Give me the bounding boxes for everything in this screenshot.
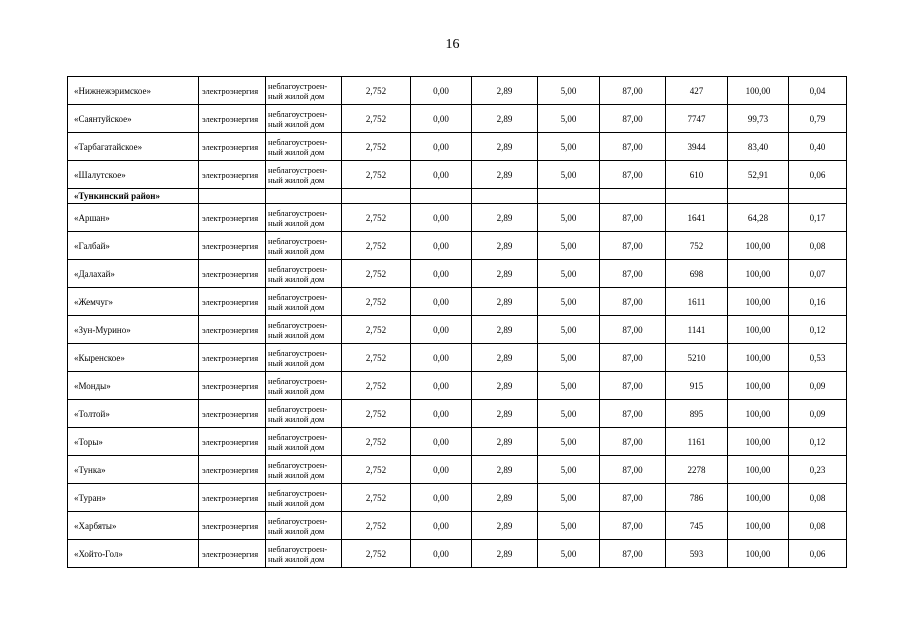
housing-type-line-2: ный жилой дом bbox=[268, 553, 325, 564]
value-cell: 610 bbox=[666, 161, 728, 189]
housing-type-line-1: неблагоустроен- bbox=[268, 487, 328, 498]
value-cell: 0,06 bbox=[789, 540, 847, 568]
value-cell: 0,00 bbox=[411, 484, 472, 512]
value-cell: 2,752 bbox=[342, 456, 411, 484]
value-cell: 0,40 bbox=[789, 133, 847, 161]
value-cell: 1141 bbox=[666, 316, 728, 344]
housing-type-cell bbox=[266, 512, 342, 540]
table-row bbox=[68, 288, 847, 316]
value-cell: 0,06 bbox=[789, 161, 847, 189]
housing-type-cell bbox=[266, 260, 342, 288]
housing-type-line-2: ный жилой дом bbox=[268, 174, 325, 185]
resource-cell: электроэнергия bbox=[199, 456, 266, 484]
housing-type-line-2: ный жилой дом bbox=[268, 118, 325, 129]
resource-cell: электроэнергия bbox=[199, 540, 266, 568]
value-cell: 2,752 bbox=[342, 316, 411, 344]
value-cell: 786 bbox=[666, 484, 728, 512]
value-cell: 0,00 bbox=[411, 105, 472, 133]
value-cell: 0,00 bbox=[411, 316, 472, 344]
housing-type-line-1: неблагоустроен- bbox=[268, 515, 328, 526]
value-cell: 0,00 bbox=[411, 372, 472, 400]
housing-type-cell bbox=[266, 232, 342, 260]
value-cell: 2,752 bbox=[342, 232, 411, 260]
housing-type-cell bbox=[266, 456, 342, 484]
value-cell: 0,00 bbox=[411, 512, 472, 540]
settlement-name: «Жемчуг» bbox=[68, 288, 199, 316]
value-cell: 87,00 bbox=[600, 372, 666, 400]
table-row bbox=[68, 133, 847, 161]
value-cell: 2,89 bbox=[472, 260, 538, 288]
value-cell: 87,00 bbox=[600, 133, 666, 161]
housing-type-line-1: неблагоустроен- bbox=[268, 136, 328, 147]
table-row bbox=[68, 484, 847, 512]
housing-type-line-2: ный жилой дом bbox=[268, 301, 325, 312]
value-cell: 2,89 bbox=[472, 484, 538, 512]
settlement-name: «Зун-Мурино» bbox=[68, 316, 199, 344]
table-row bbox=[68, 77, 847, 105]
value-cell: 2,89 bbox=[472, 428, 538, 456]
value-cell: 2,89 bbox=[472, 232, 538, 260]
value-cell: 100,00 bbox=[728, 456, 789, 484]
resource-cell: электроэнергия bbox=[199, 161, 266, 189]
value-cell: 2,89 bbox=[472, 512, 538, 540]
value-cell: 0,07 bbox=[789, 260, 847, 288]
housing-type-line-2: ный жилой дом bbox=[268, 525, 325, 536]
housing-type-line-1: неблагоустроен- bbox=[268, 108, 328, 119]
value-cell: 5,00 bbox=[538, 512, 600, 540]
housing-type-cell bbox=[266, 288, 342, 316]
resource-cell: электроэнергия bbox=[199, 260, 266, 288]
value-cell: 100,00 bbox=[728, 260, 789, 288]
value-cell: 87,00 bbox=[600, 232, 666, 260]
settlement-name: «Тарбагатайское» bbox=[68, 133, 199, 161]
value-cell: 2,89 bbox=[472, 77, 538, 105]
table-row bbox=[68, 344, 847, 372]
value-cell: 2,752 bbox=[342, 260, 411, 288]
housing-type-line-1: неблагоустроен- bbox=[268, 235, 328, 246]
empty-cell bbox=[789, 189, 847, 204]
value-cell: 745 bbox=[666, 512, 728, 540]
value-cell: 5,00 bbox=[538, 456, 600, 484]
value-cell: 87,00 bbox=[600, 400, 666, 428]
value-cell: 1161 bbox=[666, 428, 728, 456]
value-cell: 64,28 bbox=[728, 204, 789, 232]
value-cell: 2,89 bbox=[472, 344, 538, 372]
value-cell: 427 bbox=[666, 77, 728, 105]
table-row bbox=[68, 316, 847, 344]
value-cell: 0,00 bbox=[411, 260, 472, 288]
housing-type-line-2: ный жилой дом bbox=[268, 273, 325, 284]
housing-type-line-1: неблагоустроен- bbox=[268, 375, 328, 386]
settlement-name: «Туран» bbox=[68, 484, 199, 512]
housing-type-line-2: ный жилой дом bbox=[268, 90, 325, 101]
resource-cell: электроэнергия bbox=[199, 133, 266, 161]
value-cell: 0,00 bbox=[411, 400, 472, 428]
value-cell: 83,40 bbox=[728, 133, 789, 161]
value-cell: 0,00 bbox=[411, 344, 472, 372]
value-cell: 87,00 bbox=[600, 344, 666, 372]
housing-type-line-1: неблагоустроен- bbox=[268, 263, 328, 274]
resource-cell: электроэнергия bbox=[199, 344, 266, 372]
value-cell: 0,00 bbox=[411, 204, 472, 232]
value-cell: 0,04 bbox=[789, 77, 847, 105]
value-cell: 2,89 bbox=[472, 400, 538, 428]
empty-cell bbox=[342, 189, 411, 204]
value-cell: 698 bbox=[666, 260, 728, 288]
housing-type-cell bbox=[266, 540, 342, 568]
housing-type-cell bbox=[266, 204, 342, 232]
value-cell: 87,00 bbox=[600, 512, 666, 540]
value-cell: 2,89 bbox=[472, 161, 538, 189]
value-cell: 3944 bbox=[666, 133, 728, 161]
value-cell: 0,00 bbox=[411, 428, 472, 456]
empty-cell bbox=[538, 189, 600, 204]
value-cell: 2,752 bbox=[342, 105, 411, 133]
housing-type-line-1: неблагоустроен- bbox=[268, 164, 328, 175]
value-cell: 5,00 bbox=[538, 372, 600, 400]
value-cell: 2,752 bbox=[342, 484, 411, 512]
value-cell: 100,00 bbox=[728, 428, 789, 456]
value-cell: 0,00 bbox=[411, 77, 472, 105]
housing-type-cell bbox=[266, 316, 342, 344]
settlement-name: «Галбай» bbox=[68, 232, 199, 260]
settlement-name: «Хойто-Гол» bbox=[68, 540, 199, 568]
value-cell: 5,00 bbox=[538, 400, 600, 428]
value-cell: 5,00 bbox=[538, 232, 600, 260]
resource-cell: электроэнергия bbox=[199, 484, 266, 512]
empty-cell bbox=[600, 189, 666, 204]
value-cell: 0,08 bbox=[789, 232, 847, 260]
resource-cell: электроэнергия bbox=[199, 288, 266, 316]
value-cell: 1641 bbox=[666, 204, 728, 232]
resource-cell: электроэнергия bbox=[199, 232, 266, 260]
value-cell: 7747 bbox=[666, 105, 728, 133]
housing-type-cell bbox=[266, 372, 342, 400]
table-row bbox=[68, 400, 847, 428]
housing-type-cell bbox=[266, 161, 342, 189]
table-body bbox=[68, 77, 847, 568]
housing-type-line-2: ный жилой дом bbox=[268, 497, 325, 508]
housing-type-line-2: ный жилой дом bbox=[268, 329, 325, 340]
resource-cell: электроэнергия bbox=[199, 77, 266, 105]
table-row bbox=[68, 105, 847, 133]
value-cell: 5,00 bbox=[538, 77, 600, 105]
value-cell: 87,00 bbox=[600, 540, 666, 568]
value-cell: 99,73 bbox=[728, 105, 789, 133]
value-cell: 0,12 bbox=[789, 428, 847, 456]
value-cell: 2,752 bbox=[342, 77, 411, 105]
settlement-name: «Тунка» bbox=[68, 456, 199, 484]
settlement-name: «Монды» bbox=[68, 372, 199, 400]
value-cell: 0,00 bbox=[411, 161, 472, 189]
value-cell: 915 bbox=[666, 372, 728, 400]
value-cell: 2,89 bbox=[472, 372, 538, 400]
value-cell: 87,00 bbox=[600, 161, 666, 189]
value-cell: 100,00 bbox=[728, 484, 789, 512]
value-cell: 0,79 bbox=[789, 105, 847, 133]
resource-cell: электроэнергия bbox=[199, 512, 266, 540]
housing-type-cell bbox=[266, 105, 342, 133]
value-cell: 2,89 bbox=[472, 204, 538, 232]
table-row bbox=[68, 161, 847, 189]
settlement-name: «Далахай» bbox=[68, 260, 199, 288]
resource-cell: электроэнергия bbox=[199, 204, 266, 232]
housing-type-line-2: ный жилой дом bbox=[268, 385, 325, 396]
empty-cell bbox=[411, 189, 472, 204]
housing-type-cell bbox=[266, 400, 342, 428]
value-cell: 87,00 bbox=[600, 456, 666, 484]
settlement-name: «Торы» bbox=[68, 428, 199, 456]
value-cell: 100,00 bbox=[728, 288, 789, 316]
value-cell: 2,752 bbox=[342, 400, 411, 428]
value-cell: 87,00 bbox=[600, 77, 666, 105]
value-cell: 0,17 bbox=[789, 204, 847, 232]
value-cell: 0,08 bbox=[789, 484, 847, 512]
value-cell: 52,91 bbox=[728, 161, 789, 189]
housing-type-line-2: ный жилой дом bbox=[268, 441, 325, 452]
page-number: 16 bbox=[445, 37, 460, 52]
value-cell: 5,00 bbox=[538, 133, 600, 161]
value-cell: 2,89 bbox=[472, 133, 538, 161]
table-row bbox=[68, 428, 847, 456]
value-cell: 5,00 bbox=[538, 484, 600, 512]
empty-cell bbox=[728, 189, 789, 204]
value-cell: 2,752 bbox=[342, 288, 411, 316]
value-cell: 5210 bbox=[666, 344, 728, 372]
value-cell: 100,00 bbox=[728, 344, 789, 372]
value-cell: 100,00 bbox=[728, 316, 789, 344]
value-cell: 2,752 bbox=[342, 512, 411, 540]
value-cell: 87,00 bbox=[600, 484, 666, 512]
value-cell: 593 bbox=[666, 540, 728, 568]
empty-cell bbox=[472, 189, 538, 204]
housing-type-line-1: неблагоустроен- bbox=[268, 291, 328, 302]
settlement-name: «Харбяты» bbox=[68, 512, 199, 540]
empty-cell bbox=[199, 189, 266, 204]
table-row bbox=[68, 232, 847, 260]
value-cell: 2,89 bbox=[472, 316, 538, 344]
value-cell: 752 bbox=[666, 232, 728, 260]
settlement-name: «Нижнежэримское» bbox=[68, 77, 199, 105]
housing-type-line-2: ный жилой дом bbox=[268, 245, 325, 256]
value-cell: 0,00 bbox=[411, 133, 472, 161]
settlement-name: «Саянтуйское» bbox=[68, 105, 199, 133]
value-cell: 100,00 bbox=[728, 232, 789, 260]
value-cell: 87,00 bbox=[600, 428, 666, 456]
value-cell: 2,89 bbox=[472, 288, 538, 316]
housing-type-line-2: ный жилой дом bbox=[268, 469, 325, 480]
value-cell: 5,00 bbox=[538, 316, 600, 344]
value-cell: 5,00 bbox=[538, 260, 600, 288]
value-cell: 100,00 bbox=[728, 512, 789, 540]
value-cell: 100,00 bbox=[728, 540, 789, 568]
housing-type-line-1: неблагоустроен- bbox=[268, 431, 328, 442]
value-cell: 87,00 bbox=[600, 204, 666, 232]
empty-cell bbox=[666, 189, 728, 204]
value-cell: 2278 bbox=[666, 456, 728, 484]
housing-type-line-1: неблагоустроен- bbox=[268, 459, 328, 470]
value-cell: 0,00 bbox=[411, 540, 472, 568]
value-cell: 5,00 bbox=[538, 161, 600, 189]
value-cell: 895 bbox=[666, 400, 728, 428]
value-cell: 0,12 bbox=[789, 316, 847, 344]
value-cell: 0,00 bbox=[411, 232, 472, 260]
value-cell: 0,08 bbox=[789, 512, 847, 540]
value-cell: 5,00 bbox=[538, 540, 600, 568]
housing-type-cell bbox=[266, 133, 342, 161]
settlement-name: «Кыренское» bbox=[68, 344, 199, 372]
value-cell: 2,89 bbox=[472, 540, 538, 568]
value-cell: 2,752 bbox=[342, 372, 411, 400]
table-row bbox=[68, 512, 847, 540]
value-cell: 87,00 bbox=[600, 316, 666, 344]
value-cell: 0,00 bbox=[411, 456, 472, 484]
value-cell: 2,752 bbox=[342, 204, 411, 232]
value-cell: 2,752 bbox=[342, 133, 411, 161]
value-cell: 2,752 bbox=[342, 161, 411, 189]
housing-type-line-1: неблагоустроен- bbox=[268, 347, 328, 358]
settlement-name: «Шалутское» bbox=[68, 161, 199, 189]
value-cell: 0,09 bbox=[789, 400, 847, 428]
value-cell: 2,752 bbox=[342, 540, 411, 568]
value-cell: 100,00 bbox=[728, 400, 789, 428]
value-cell: 5,00 bbox=[538, 204, 600, 232]
housing-type-line-1: неблагоустроен- bbox=[268, 403, 328, 414]
value-cell: 100,00 bbox=[728, 77, 789, 105]
housing-type-cell bbox=[266, 344, 342, 372]
section-title: «Тункинский район» bbox=[68, 189, 199, 204]
section-row bbox=[68, 189, 847, 204]
value-cell: 2,89 bbox=[472, 105, 538, 133]
housing-type-line-2: ный жилой дом bbox=[268, 217, 325, 228]
value-cell: 0,09 bbox=[789, 372, 847, 400]
housing-type-line-1: неблагоустроен- bbox=[268, 543, 328, 554]
value-cell: 0,00 bbox=[411, 288, 472, 316]
value-cell: 100,00 bbox=[728, 372, 789, 400]
value-cell: 5,00 bbox=[538, 105, 600, 133]
table-row bbox=[68, 372, 847, 400]
value-cell: 0,23 bbox=[789, 456, 847, 484]
value-cell: 0,53 bbox=[789, 344, 847, 372]
resource-cell: электроэнергия bbox=[199, 105, 266, 133]
settlement-name: «Аршан» bbox=[68, 204, 199, 232]
value-cell: 5,00 bbox=[538, 288, 600, 316]
housing-type-cell bbox=[266, 484, 342, 512]
value-cell: 0,16 bbox=[789, 288, 847, 316]
table-row bbox=[68, 540, 847, 568]
resource-cell: электроэнергия bbox=[199, 372, 266, 400]
tariff-table bbox=[67, 76, 847, 568]
empty-cell bbox=[266, 189, 342, 204]
value-cell: 5,00 bbox=[538, 344, 600, 372]
settlement-name: «Толтой» bbox=[68, 400, 199, 428]
housing-type-line-2: ный жилой дом bbox=[268, 146, 325, 157]
value-cell: 87,00 bbox=[600, 105, 666, 133]
housing-type-line-1: неблагоустроен- bbox=[268, 207, 328, 218]
table-row bbox=[68, 204, 847, 232]
housing-type-line-2: ный жилой дом bbox=[268, 357, 325, 368]
housing-type-cell bbox=[266, 77, 342, 105]
housing-type-line-1: неблагоустроен- bbox=[268, 319, 328, 330]
value-cell: 2,89 bbox=[472, 456, 538, 484]
resource-cell: электроэнергия bbox=[199, 428, 266, 456]
value-cell: 5,00 bbox=[538, 428, 600, 456]
table-row bbox=[68, 456, 847, 484]
housing-type-cell bbox=[266, 428, 342, 456]
value-cell: 87,00 bbox=[600, 260, 666, 288]
value-cell: 1611 bbox=[666, 288, 728, 316]
housing-type-line-1: неблагоустроен- bbox=[268, 80, 328, 91]
table-row bbox=[68, 260, 847, 288]
resource-cell: электроэнергия bbox=[199, 400, 266, 428]
value-cell: 2,752 bbox=[342, 344, 411, 372]
housing-type-line-2: ный жилой дом bbox=[268, 413, 325, 424]
value-cell: 2,752 bbox=[342, 428, 411, 456]
resource-cell: электроэнергия bbox=[199, 316, 266, 344]
value-cell: 87,00 bbox=[600, 288, 666, 316]
